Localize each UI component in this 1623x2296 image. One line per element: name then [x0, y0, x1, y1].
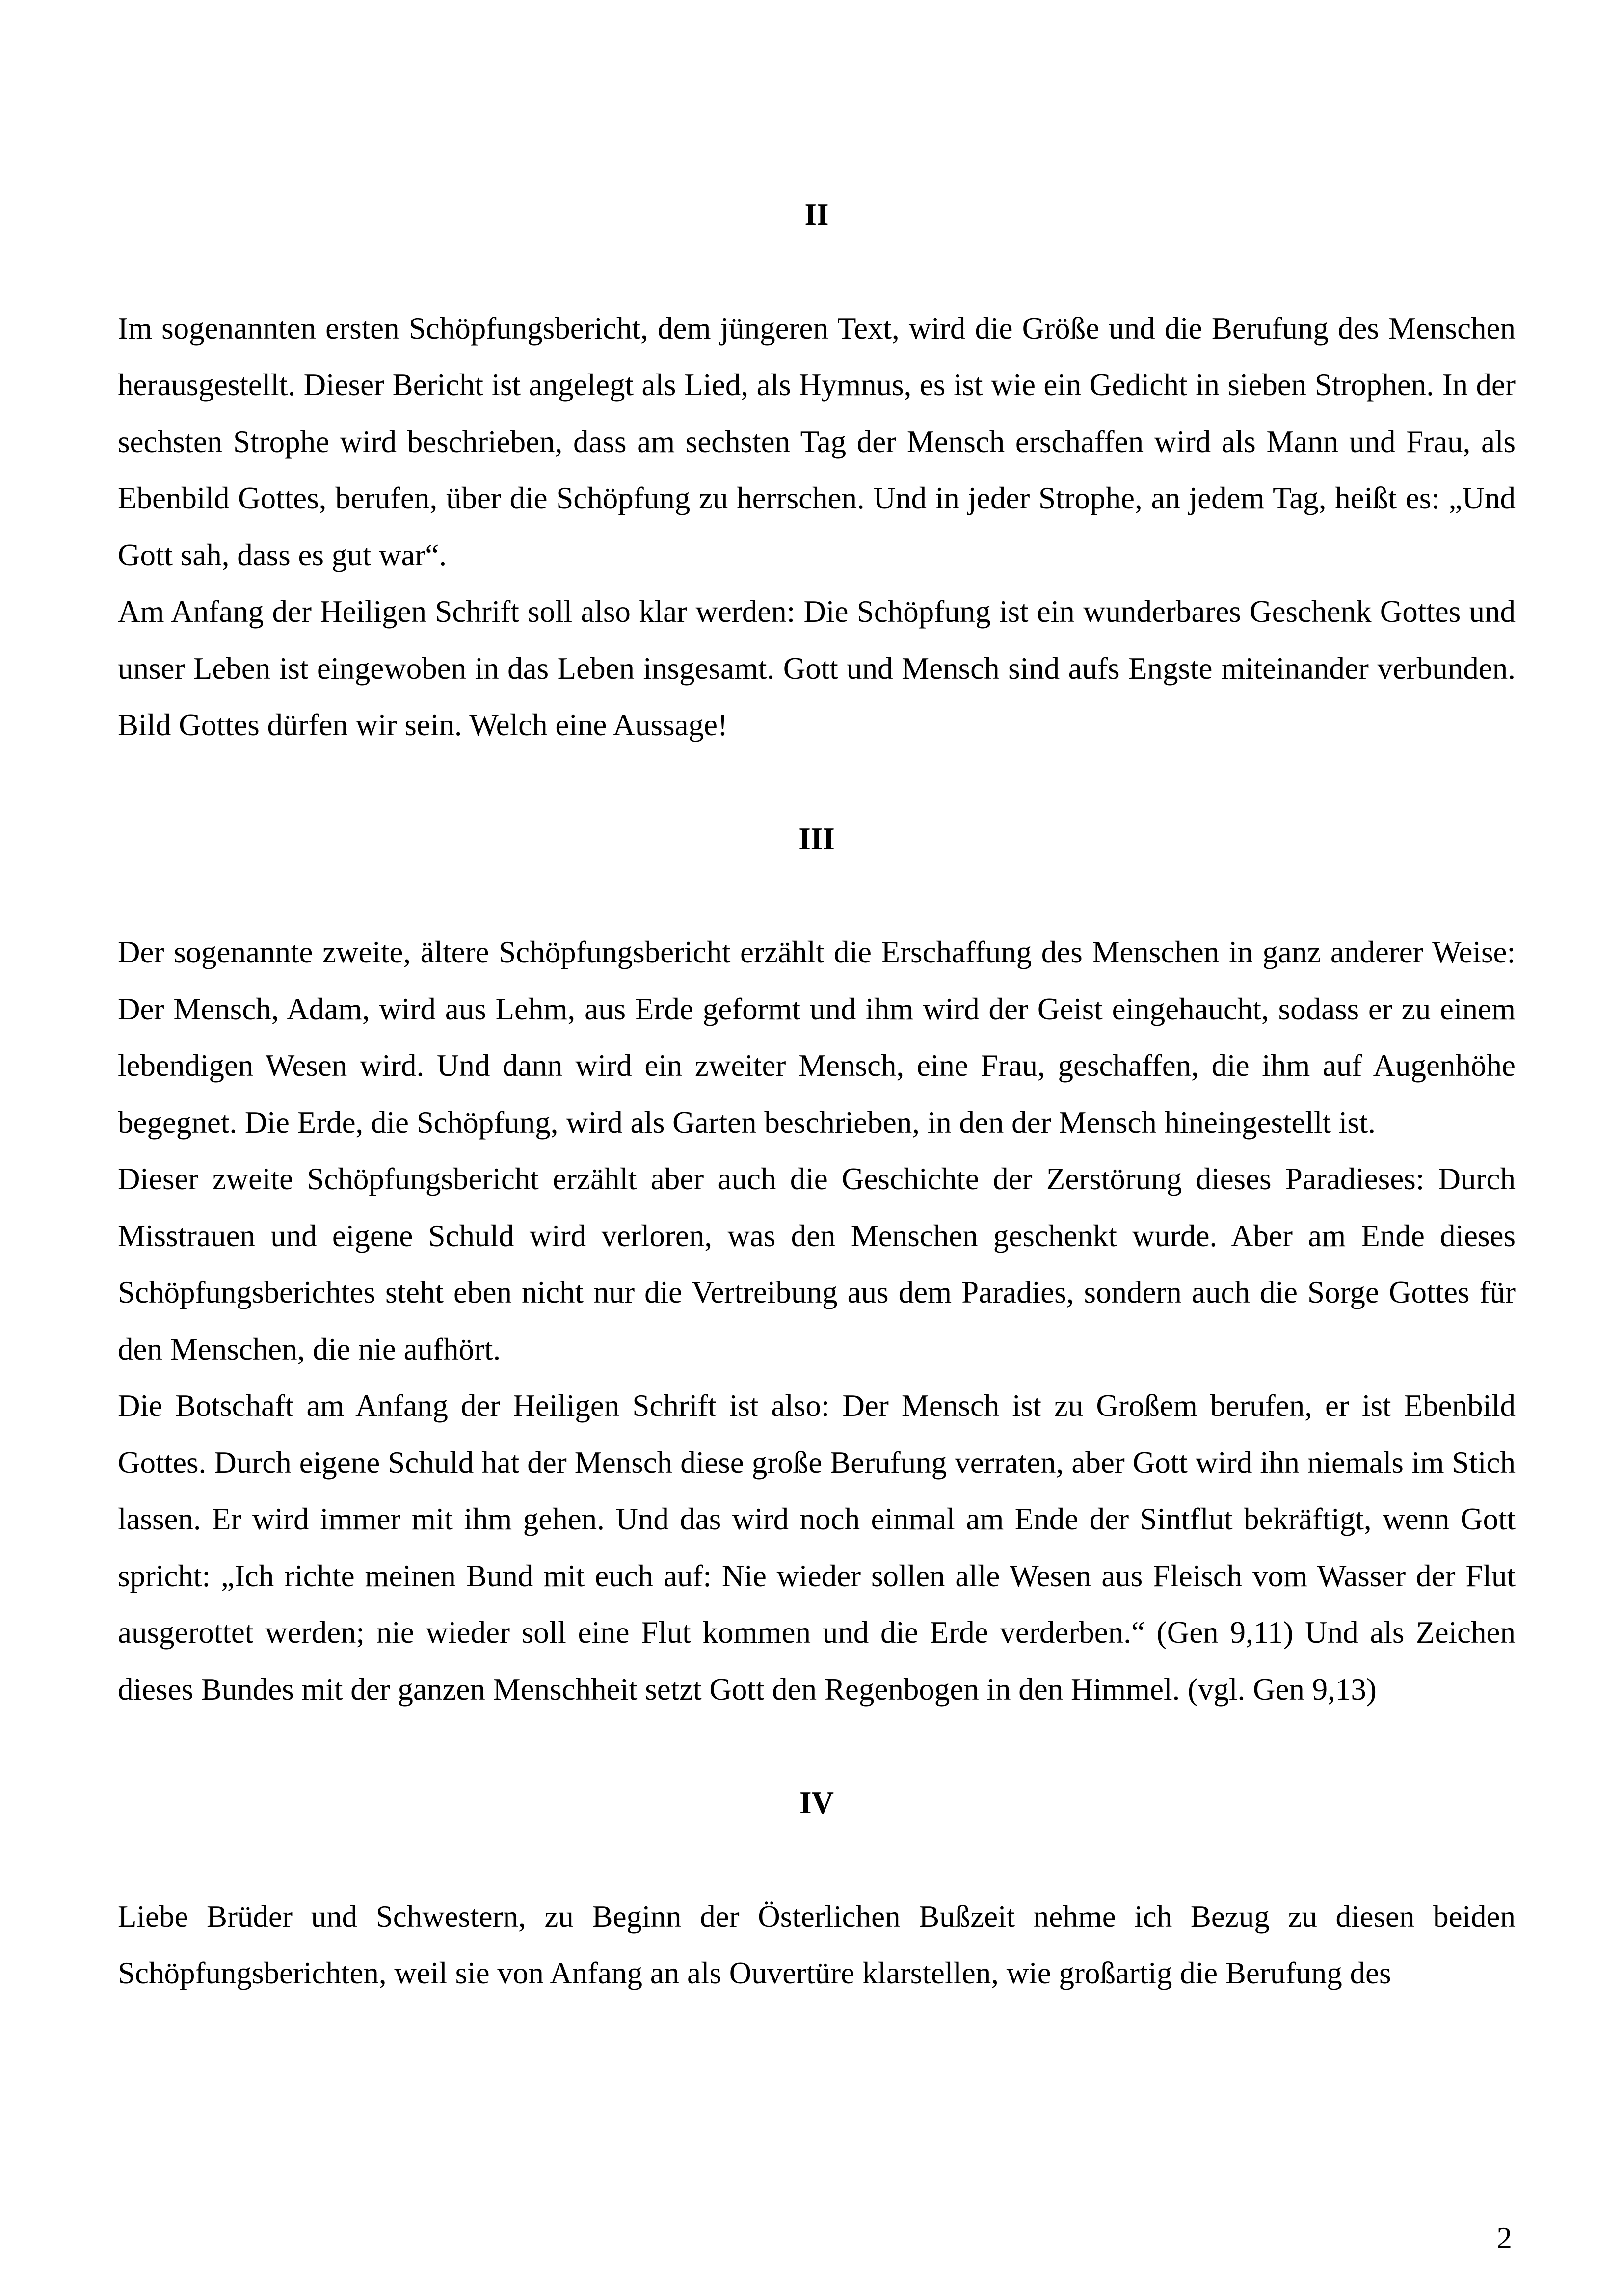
paragraph: Liebe Brüder und Schwestern, zu Beginn der Österlichen Bußzeit nehme ich Bezug zu diesen beiden Schöpfungsberichten, weil sie von Anfang an als Ouvertüre klarstellen, wie großartig die Berufung des: [118, 1899, 1516, 1990]
page-content: [118, 187, 1516, 2002]
section-heading-iv: IV: [799, 1786, 834, 1820]
paragraph: Die Botschaft am Anfang der Heiligen Schrift ist also: Der Mensch ist zu Großem berufen, er ist Ebenbild Gottes. Durch eigene Schuld hat der Mensch diese große Berufung verraten, aber Gott wird ihn niemals im Stich lassen. Er wird immer mit ihm gehen. Und das wird noch einmal am Ende der Sintflut bekräftigt, wenn Gott spricht: „Ich richte meinen Bund mit euch auf: Nie wieder sollen alle Wesen aus Fleisch vom Wasser der Flut ausgerottet werden; nie wieder soll eine Flut kommen und die Erde verderben.“ (Gen 9,11) Und als Zeichen dieses Bundes mit der ganzen Menschheit setzt Gott den Regenbogen in den Himmel. (vgl. Gen 9,13): [118, 1388, 1516, 1707]
paragraph: Im sogenannten ersten Schöpfungsbericht, dem jüngeren Text, wird die Größe und die Berufung des Menschen herausgestellt. Dieser Bericht ist angelegt als Lied, als Hymnus, es ist wie ein Gedicht in sieben Strophen. In der sechsten Strophe wird beschrieben, dass am sechsten Tag der Mensch erschaffen wird als Mann und Frau, als Ebenbild Gottes, berufen, über die Schöpfung zu herrschen. Und in jeder Strophe, an jedem Tag, heißt es: „Und Gott sah, dass es gut war“.: [118, 311, 1516, 572]
section-heading-ii: II: [804, 197, 829, 232]
section-heading-iii: III: [798, 821, 835, 856]
page-number: 2: [1496, 2221, 1512, 2255]
paragraph: Der sogenannte zweite, ältere Schöpfungsbericht erzählt die Erschaffung des Menschen in ganz anderer Weise: Der Mensch, Adam, wird aus Lehm, aus Erde geformt und ihm wird der Geist eingehaucht, sodass er zu einem lebendigen Wesen wird. Und dann wird ein zweiter Mensch, eine Frau, geschaffen, die ihm auf Augenhöhe begegnet. Die Erde, die Schöpfung, wird als Garten beschrieben, in den der Mensch hineingestellt ist.: [118, 935, 1516, 1140]
paragraph: Am Anfang der Heiligen Schrift soll also klar werden: Die Schöpfung ist ein wunderbares Geschenk Gottes und unser Leben ist eingewoben in das Leben insgesamt. Gott und Mensch sind aufs Engste miteinander verbunden. Bild Gottes dürfen wir sein. Welch eine Aussage!: [118, 594, 1516, 742]
paragraph: Dieser zweite Schöpfungsbericht erzählt aber auch die Geschichte der Zerstörung dieses Paradieses: Durch Misstrauen und eigene Schuld wird verloren, was den Menschen geschenkt wurde. Aber am Ende dieses Schöpfungsberichtes steht eben nicht nur die Vertreibung aus dem Paradies, sondern auch die Sorge Gottes für den Menschen, die nie aufhört.: [118, 1162, 1516, 1366]
